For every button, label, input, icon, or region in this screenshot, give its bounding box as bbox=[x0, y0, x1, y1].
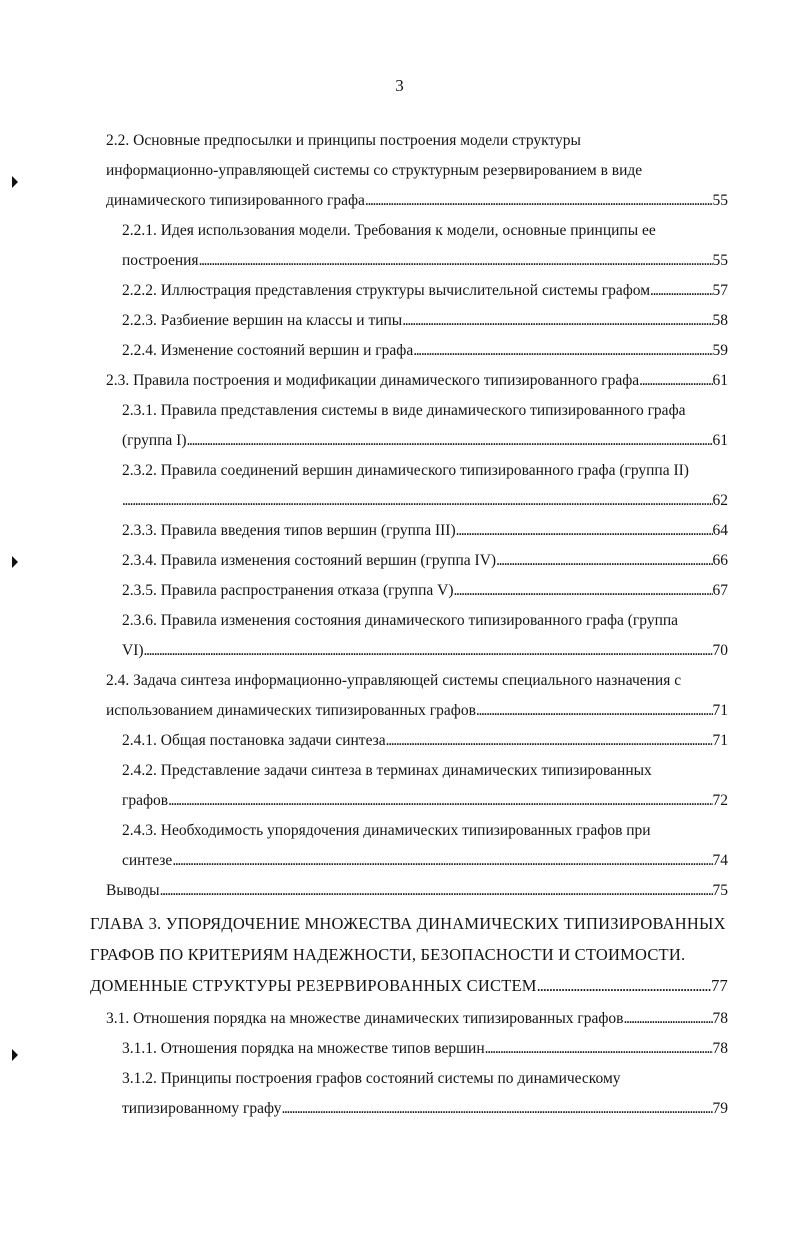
toc-page-number: 70 bbox=[712, 642, 728, 659]
dot-leader bbox=[485, 1034, 713, 1064]
toc-entry-text: 2.3.6. Правила изменения состояния динамического типизированного графа (группа bbox=[122, 612, 679, 629]
toc-page-number: 66 bbox=[712, 552, 728, 569]
toc-entry-text: графов bbox=[122, 792, 169, 809]
margin-arrow-icon bbox=[12, 176, 18, 188]
toc-entry-text: 2.4.3. Необходимость упорядочения динамических типизированных графов при bbox=[122, 822, 651, 839]
dot-leader bbox=[537, 971, 711, 1001]
toc-entry-text: синтезе bbox=[122, 852, 173, 869]
dot-leader bbox=[365, 186, 713, 216]
toc-page-number: 55 bbox=[712, 252, 728, 269]
toc-entry-text: 3.1. Отношения порядка на множестве динамических типизированных графов bbox=[106, 1010, 624, 1027]
toc-entry-text: 2.4. Задача синтеза информационно-управляющей системы специального назначения с bbox=[106, 672, 682, 689]
toc-entry-text: 2.3.3. Правила введения типов вершин (группа III) bbox=[122, 522, 456, 539]
toc-entry-text: информационно-управляющей системы со структурным резервированием в виде bbox=[106, 162, 643, 179]
toc-entry-text: VI) bbox=[122, 642, 144, 659]
dot-leader bbox=[476, 696, 713, 726]
toc-page-number: 67 bbox=[712, 582, 728, 599]
toc-page-number: 55 bbox=[712, 192, 728, 209]
dot-leader bbox=[386, 726, 713, 756]
toc-page-number: 78 bbox=[712, 1010, 728, 1027]
toc-entry-text: ДОМЕННЫЕ СТРУКТУРЫ РЕЗЕРВИРОВАННЫХ СИСТЕМ bbox=[90, 976, 537, 995]
dot-leader bbox=[160, 876, 713, 906]
dot-leader bbox=[281, 1094, 712, 1124]
dot-leader bbox=[650, 276, 712, 306]
toc-page-number: 59 bbox=[712, 342, 728, 359]
toc-entry-text: 2.3.4. Правила изменения состояний вершин (группа IV) bbox=[122, 552, 497, 569]
dot-leader bbox=[639, 366, 712, 396]
dot-leader bbox=[623, 1004, 712, 1034]
page-number: 3 bbox=[395, 76, 404, 95]
toc-entry-text: 3.1.1. Отношения порядка на множестве типов вершин bbox=[122, 1040, 485, 1057]
dot-leader bbox=[172, 846, 712, 876]
toc-entry-text: 2.2.4. Изменение состояний вершин и графа bbox=[122, 342, 414, 359]
toc-entry-text: 2.3.2. Правила соединений вершин динамического типизированного графа (группа II) bbox=[122, 462, 689, 479]
toc-entry-text: 2.2.2. Иллюстрация представления структуры вычислительной системы графом bbox=[122, 282, 651, 299]
toc-page-number: 79 bbox=[712, 1100, 728, 1117]
toc-entry-text: Выводы bbox=[106, 882, 160, 899]
toc-page-number: 64 bbox=[712, 522, 728, 539]
toc-page-number: 77 bbox=[711, 976, 728, 995]
dot-leader bbox=[413, 336, 712, 366]
toc-entry-text: (группа I) bbox=[122, 432, 187, 449]
toc-page-number: 61 bbox=[712, 432, 728, 449]
toc-entry-text: ГРАФОВ ПО КРИТЕРИЯМ НАДЕЖНОСТИ, БЕЗОПАСНОСТИ И СТОИМОСТИ. bbox=[90, 945, 686, 964]
toc-entry-text: 2.3.1. Правила представления системы в виде динамического типизированного графа bbox=[122, 402, 686, 419]
toc-page-number: 78 bbox=[712, 1040, 728, 1057]
margin-arrow-icon bbox=[12, 556, 18, 568]
toc-entry-text: 2.4.2. Представление задачи синтеза в терминах динамических типизированных bbox=[122, 762, 652, 779]
toc-entry-text: динамического типизированного графа bbox=[106, 192, 365, 209]
toc-entry-text: 2.3. Правила построения и модификации динамического типизированного графа bbox=[106, 372, 640, 389]
dot-leader bbox=[168, 786, 712, 816]
toc-page-number: 57 bbox=[712, 282, 728, 299]
dot-leader bbox=[454, 576, 713, 606]
toc-entry-text: 2.2.3. Разбиение вершин на классы и типы bbox=[122, 312, 403, 329]
toc-page-number: 72 bbox=[712, 792, 728, 809]
dot-leader bbox=[122, 486, 713, 516]
dot-leader bbox=[186, 426, 712, 456]
toc-page-number: 58 bbox=[712, 312, 728, 329]
toc-entry-text: 2.2.1. Идея использования модели. Требования к модели, основные принципы ее bbox=[122, 222, 656, 239]
toc-entry-text: типизированному графу bbox=[122, 1100, 282, 1117]
dot-leader bbox=[199, 246, 713, 276]
toc-entry-text: 3.1.2. Принципы построения графов состояний системы по динамическому bbox=[122, 1070, 621, 1087]
dot-leader bbox=[402, 306, 712, 336]
toc-entry-text: построения bbox=[122, 252, 199, 269]
toc-page-number: 71 bbox=[712, 732, 728, 749]
dot-leader bbox=[456, 516, 713, 546]
toc-entry-text: 2.3.5. Правила распространения отказа (группа V) bbox=[122, 582, 454, 599]
toc-page-number: 74 bbox=[712, 852, 728, 869]
toc-entry-text: 2.4.1. Общая постановка задачи синтеза bbox=[122, 732, 386, 749]
toc-page-number: 62 bbox=[712, 492, 728, 509]
toc-page-number: 75 bbox=[712, 882, 728, 899]
toc-page-number: 71 bbox=[712, 702, 728, 719]
toc-entry-text: использованием динамических типизированных графов bbox=[106, 702, 476, 719]
dot-leader bbox=[496, 546, 712, 576]
toc-entry-text: 2.2. Основные предпосылки и принципы построения модели структуры bbox=[106, 132, 581, 149]
margin-arrow-icon bbox=[12, 1049, 18, 1061]
toc-entry-text: ГЛАВА 3. УПОРЯДОЧЕНИЕ МНОЖЕСТВА ДИНАМИЧЕСКИХ ТИПИЗИРОВАННЫХ bbox=[90, 914, 726, 933]
toc-page-number: 61 bbox=[712, 372, 728, 389]
dot-leader bbox=[144, 636, 713, 666]
